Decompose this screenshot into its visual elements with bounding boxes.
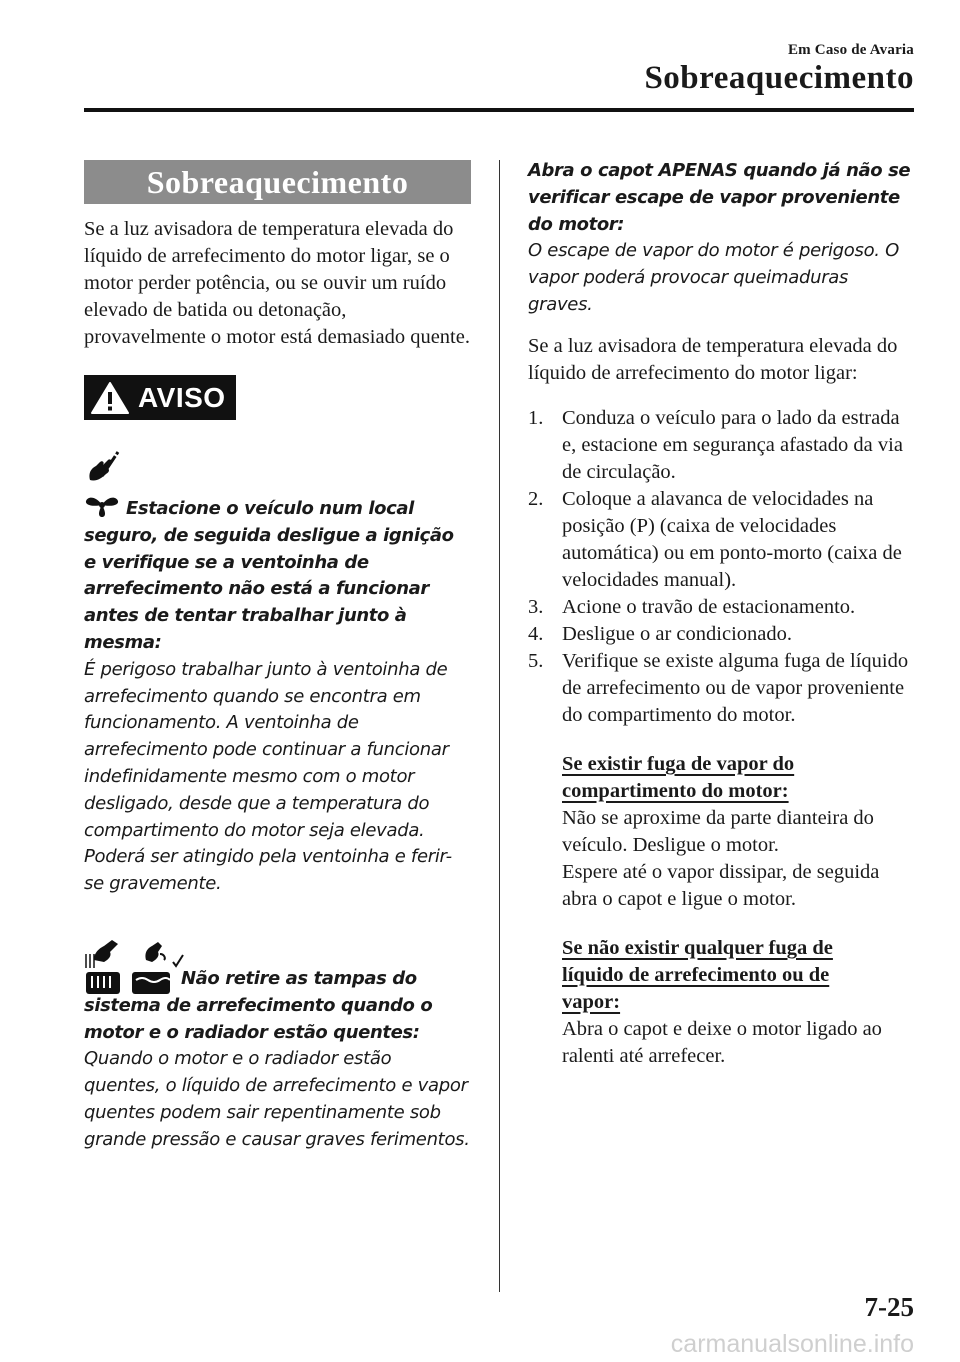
- fan-warning-lead: Estacione o veículo num local seguro, de seguida desligue a ignição e verifique se a ventoinha de arrefecimento não está a funcionar antes de tentar trabalhar junto à mesma:: [84, 498, 454, 653]
- section-title: Sobreaquecimento: [84, 160, 471, 204]
- list-item: 1. Conduza o veículo para o lado da estrada e, estacione em segurança afastado da via de circulação.: [528, 406, 903, 483]
- left-column: [84, 160, 471, 1154]
- list-item: 3. Acione o travão de estacionamento.: [528, 595, 856, 618]
- intro-paragraph: Se a luz avisadora de temperatura elevada do líquido de arrefecimento do motor ligar, se o motor perder potência, ou se ouvir um ruído elevado de batida ou detonação, provavelmente o motor está demasiado quente.: [84, 218, 470, 348]
- cap-warning: [84, 938, 471, 1154]
- cap-warning-lead: Não retire as tampas do sistema de arrefecimento quando o motor e o radiador estão quentes:: [84, 967, 433, 1043]
- steam-leak-heading: Se existir fuga de vapor do compartimento do motor:: [562, 752, 795, 802]
- cooling-fan-icon: [84, 492, 120, 518]
- fan-warning-icons: [84, 450, 471, 484]
- page-header-title: Sobreaquecimento: [644, 60, 914, 96]
- warning-triangle-icon: [90, 381, 130, 415]
- steam-leak-instructions: [562, 805, 914, 913]
- steam-warning-explanation: O escape de vapor do motor é perigoso. O vapor poderá provocar queimaduras graves.: [528, 240, 899, 315]
- aviso-label: AVISO: [138, 381, 226, 413]
- list-item: 2. Coloque a alavanca de velocidades na posição (P) (caixa de velocidades automática) ou em ponto-morto (caixa de velocidades manual).: [528, 487, 902, 591]
- no-leak-heading: Se não existir qualquer fuga de líquido de arrefecimento ou de vapor:: [562, 936, 833, 1013]
- steam-warning-lead: Abra o capot APENAS quando já não se verificar escape de vapor proveniente do motor:: [528, 160, 911, 235]
- page-number: 7-25: [864, 1292, 914, 1322]
- aviso-badge: [84, 375, 236, 420]
- steam-warning: [528, 158, 914, 319]
- chapter-title: Em Caso de Avaria: [787, 42, 914, 58]
- no-touch-hand-icon: [84, 450, 122, 484]
- hot-reservoir-icon: [130, 938, 174, 996]
- steam-leak-condition: [562, 751, 822, 805]
- steam-leak-body-2: Espere até o vapor dissipar, de seguida abra o capot e ligue o motor.: [562, 860, 880, 910]
- hot-radiator-icon: [84, 938, 122, 996]
- header-divider: [84, 108, 914, 112]
- fan-warning: [84, 450, 471, 898]
- procedure-intro: Se a luz avisadora de temperatura elevada do líquido de arrefecimento do motor ligar:: [528, 334, 898, 384]
- list-item: 4. Desligue o ar condicionado.: [528, 622, 792, 645]
- cap-warning-explanation: Quando o motor e o radiador estão quentes, o líquido de arrefecimento e vapor quentes podem sair repentinamente sob grande pressão e causar graves ferimentos.: [84, 1048, 470, 1150]
- fan-warning-explanation: É perigoso trabalhar junto à ventoinha de arrefecimento quando se encontra em funcionamento. A ventoinha de arrefecimento pode continuar a funcionar indefinidamente mesmo com o motor desligado, desde que a temperatura do compartimento do motor seja elevada. Poderá ser atingido pela ventoinha e ferir-se gravemente.: [84, 658, 452, 895]
- procedure-steps: [528, 405, 914, 729]
- no-leak-condition: [562, 935, 862, 1016]
- no-leak-body: Abra o capot e deixe o motor ligado ao ralenti até arrefecer.: [562, 1017, 882, 1067]
- right-column: [528, 160, 914, 1070]
- column-divider: [499, 160, 500, 1292]
- no-leak-instructions: [562, 1016, 914, 1070]
- steam-leak-body: Não se aproxime da parte dianteira do veículo. Desligue o motor.: [562, 806, 874, 856]
- list-item: 5. Verifique se existe alguma fuga de líquido de arrefecimento ou de vapor proveniente do compartimento do motor.: [528, 649, 909, 726]
- watermark: carmanualsonline.info: [670, 1330, 914, 1358]
